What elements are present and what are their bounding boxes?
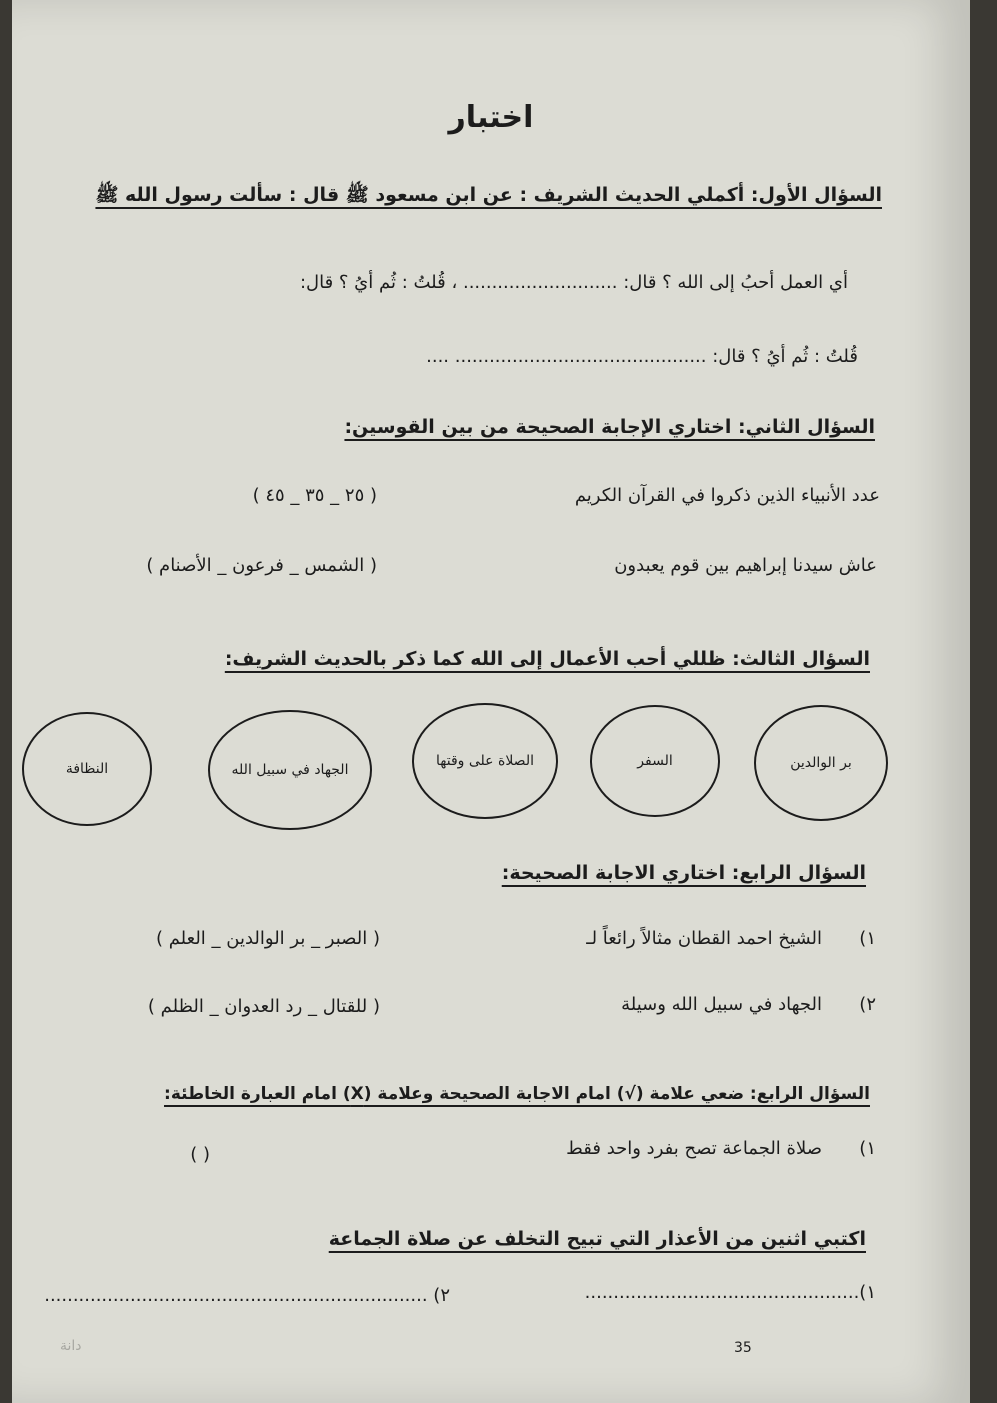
option-circle[interactable] — [208, 710, 372, 830]
q1-line-1: أي العمل أحبُ إلى الله ؟ قال: ........................... ، قُلتُ : ثُم أيُ ؟ قال: — [299, 272, 848, 293]
q6-heading: اكتبي اثنين من الأعذار التي تبيح التخلف عن صلاة الجماعة — [328, 1228, 866, 1250]
q2-item-1-options: ( ٢٥ _ ٣٥ _ ٤٥ ) — [252, 485, 377, 506]
q4-heading: السؤال الرابع: اختاري الاجابة الصحيحة: — [501, 862, 866, 884]
q4-item-1-options: ( الصبر _ بر الوالدين _ العلم ) — [155, 928, 380, 949]
q2-item-2-options: ( الشمس _ فرعون _ الأصنام ) — [146, 555, 377, 576]
q5-heading: السؤال الرابع: ضعي علامة (√) امام الاجابة الصحيحة وعلامة (X) امام العبارة الخاطئة: — [164, 1084, 870, 1104]
option-circle[interactable] — [590, 705, 720, 817]
option-circle[interactable] — [412, 703, 558, 819]
answer-blank[interactable]: ( ) — [190, 1144, 210, 1165]
option-label: الصلاة على وقتها — [436, 753, 534, 769]
exam-sheet — [12, 0, 970, 1403]
q5-item-1-number: ١) — [859, 1138, 876, 1159]
option-label: الجهاد في سبيل الله — [231, 762, 349, 778]
watermark: دانة — [60, 1338, 82, 1354]
q6-answer-line-1[interactable]: ١)................................................ — [584, 1282, 876, 1303]
option-label: السفر — [637, 753, 673, 769]
page-number: 35 — [734, 1340, 752, 1356]
q4-item-2-options: ( للقتال _ رد العدوان _ الظلم ) — [147, 996, 380, 1017]
page-title: اختبار — [448, 100, 534, 135]
q4-item-2-text: الجهاد في سبيل الله وسيلة — [621, 994, 822, 1015]
q2-item-1-text: عدد الأنبياء الذين ذكروا في القرآن الكريم — [574, 485, 880, 506]
q2-heading: السؤال الثاني: اختاري الإجابة الصحيحة من بين القوسين: — [344, 416, 875, 438]
q3-heading: السؤال الثالث: ظللي أحب الأعمال إلى الله كما ذكر بالحديث الشريف: — [224, 648, 870, 670]
q4-item-1-number: ١) — [859, 928, 876, 949]
q5-item-1-text: صلاة الجماعة تصح بفرد واحد فقط — [566, 1138, 822, 1159]
option-circle[interactable] — [754, 705, 888, 821]
q1-heading: السؤال الأول: أكملي الحديث الشريف : عن ابن مسعود ﷺ قال : سألت رسول الله ﷺ — [95, 184, 882, 206]
q4-item-2-number: ٢) — [859, 994, 876, 1015]
option-circle[interactable] — [22, 712, 152, 826]
q2-item-2-text: عاش سيدنا إبراهيم بين قوم يعبدون — [614, 555, 877, 576]
q1-line-2: قُلتُ : ثُم أيُ ؟ قال: ............................................ .... — [426, 346, 858, 367]
q4-item-1-text: الشيخ احمد القطان مثالاً رائعاً لـ — [586, 928, 822, 949]
option-label: النظافة — [65, 761, 109, 777]
option-label: بر الوالدين — [790, 755, 852, 771]
q6-answer-line-2[interactable]: ٢) ................................................................... — [44, 1285, 450, 1306]
